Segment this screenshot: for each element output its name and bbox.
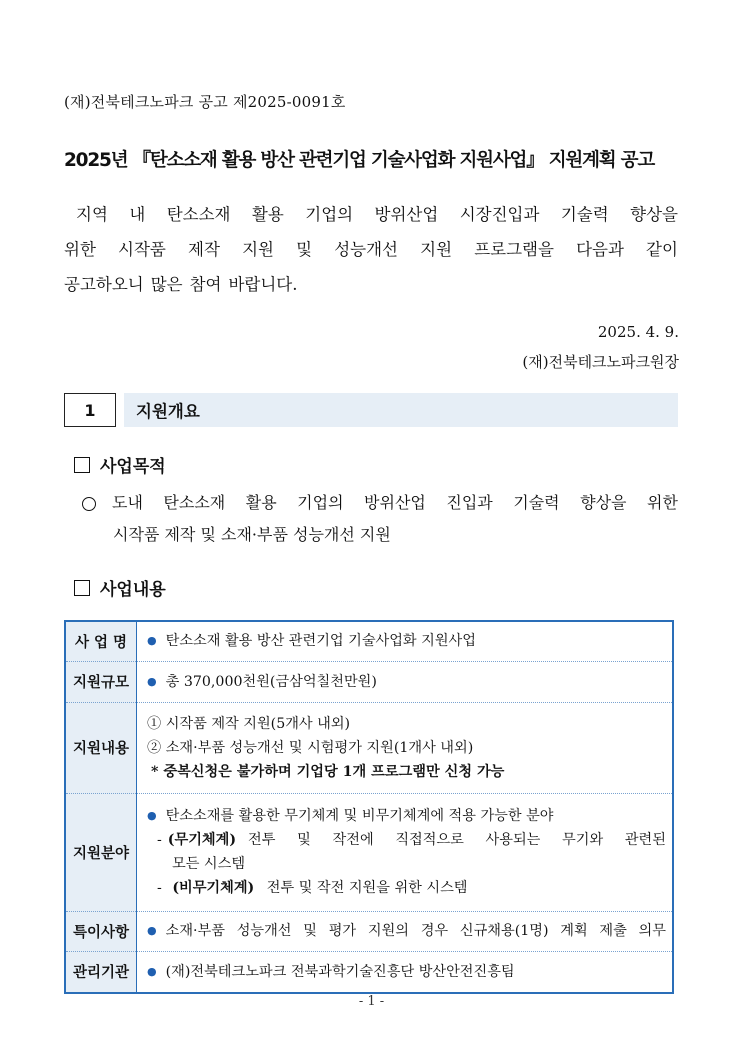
section-title: 지원개요	[124, 393, 678, 427]
page-number: - 1 -	[358, 994, 385, 1009]
special-word: 계획	[560, 923, 588, 939]
row-label-special: 특이사항	[65, 911, 137, 951]
special-word: 경우	[420, 923, 449, 939]
weapon-word: 무기와	[562, 832, 604, 848]
weapon-word: 직접적으로	[395, 832, 464, 848]
intro-word: 같이	[646, 240, 678, 259]
intro-word: 공고하오니	[64, 275, 144, 294]
issuer-name: (재)전북테크노파크원장	[522, 353, 679, 371]
special-word: 제출	[599, 923, 627, 939]
special-word: 의무	[638, 923, 666, 939]
weapon-description-cont: 모든 시스템	[172, 856, 246, 872]
intro-word: 시장진입과	[459, 205, 540, 224]
project-info-table	[64, 620, 674, 994]
support-item-2: ② 소재·부품 성능개선 및 시험평가 지원(1개사 내외)	[147, 739, 474, 756]
purpose-word: 향상을	[580, 493, 627, 512]
intro-word: 위한	[64, 240, 96, 259]
notice-number: (재)전북테크노파크 공고 제2025-0091호	[64, 93, 346, 111]
table-row	[65, 793, 673, 911]
intro-word: 시작품	[118, 240, 166, 259]
intro-word: 제작	[188, 240, 220, 259]
intro-word: 많은	[150, 275, 183, 294]
table-row	[65, 911, 673, 951]
agency-value: (재)전북테크노파크 전북과학기술진흥단 방산안전진흥팀	[165, 963, 515, 980]
purpose-word: 활용	[245, 493, 277, 512]
purpose-line-2: 시작품 제작 및 소재·부품 성능개선 지원	[113, 525, 391, 544]
section-header	[64, 393, 678, 427]
notice-date: 2025. 4. 9.	[597, 323, 679, 341]
table-row	[65, 621, 673, 661]
row-label-scale: 지원규모	[65, 661, 137, 702]
purpose-text	[82, 487, 678, 551]
row-label-project-name: 사 업 명	[65, 621, 137, 661]
weapon-term: (무기체계)	[167, 832, 237, 848]
special-word: 신규채용(1명)	[459, 923, 549, 939]
intro-word: 다음과	[576, 240, 624, 259]
intro-word: 바랍니다.	[228, 275, 298, 294]
weapon-dash: -	[157, 832, 162, 848]
nonweapon-term: (비무기체계)	[172, 880, 255, 896]
table-row	[65, 661, 673, 702]
intro-word: 기업의	[305, 205, 354, 224]
purpose-word: 탄소소재	[163, 493, 226, 512]
dot-bullet-icon: ●	[147, 924, 157, 937]
content-heading-label: 사업내용	[100, 580, 166, 600]
table-row	[65, 951, 673, 993]
field-intro: 탄소소재를 활용한 무기체계 및 비무기체계에 적용 가능한 분야	[165, 808, 554, 824]
special-word: 성능개선	[236, 923, 292, 939]
special-value	[166, 919, 666, 943]
scale-value: 총 370,000천원(금삼억칠천만원)	[165, 673, 377, 690]
intro-word: 지원	[242, 240, 274, 259]
page-title: 2025년 『탄소소재 활용 방산 관련기업 기술사업화 지원사업』 지원계획 공고	[64, 150, 655, 171]
content-heading	[74, 575, 166, 600]
purpose-word: 기술력	[513, 493, 560, 512]
weapon-word: 전투	[248, 832, 276, 848]
intro-word: 활용	[251, 205, 284, 224]
purpose-word: 도내	[112, 493, 143, 512]
intro-word: 향상을	[630, 205, 678, 224]
weapon-word: 작전에	[332, 832, 374, 848]
purpose-word: 방위산업	[364, 493, 426, 512]
nonweapon-description: 전투 및 작전 지원을 위한 시스템	[266, 880, 468, 896]
table-row	[65, 702, 673, 793]
weapon-word: 사용되는	[485, 832, 541, 848]
special-word: 및	[303, 923, 317, 939]
intro-word: 기술력	[560, 205, 609, 224]
section-number: 1	[64, 393, 116, 427]
dot-bullet-icon: ●	[147, 809, 157, 822]
intro-line-3	[64, 267, 678, 302]
special-word: 지원의	[367, 923, 409, 939]
support-item-1: ① 시작품 제작 지원(5개사 내외)	[147, 715, 351, 732]
intro-word: 지원	[420, 240, 453, 259]
support-note: * 중복신청은 불가하며 기업당 1개 프로그램만 신청 가능	[151, 763, 505, 780]
row-label-field: 지원분야	[65, 793, 137, 911]
checkbox-square-icon	[74, 457, 90, 473]
intro-word: 성능개선	[334, 240, 398, 259]
purpose-word: 진입과	[446, 493, 493, 512]
intro-word: 방위산업	[374, 205, 439, 224]
checkbox-square-icon	[74, 580, 90, 596]
intro-word: 참여	[189, 275, 222, 294]
intro-word: 지역	[76, 205, 108, 224]
dot-bullet-icon: ●	[147, 964, 157, 978]
intro-word: 및	[296, 240, 313, 259]
weapon-word: 관련된	[624, 832, 666, 848]
special-word: 평가	[328, 923, 357, 939]
intro-line-1	[64, 197, 678, 232]
dot-bullet-icon: ●	[147, 634, 157, 648]
purpose-line-1	[112, 487, 678, 519]
intro-word: 탄소소재	[166, 205, 231, 224]
weapon-word: 및	[297, 832, 311, 848]
weapon-description	[248, 828, 666, 852]
intro-line-2	[64, 232, 678, 267]
intro-word: 프로그램을	[474, 240, 554, 259]
intro-paragraph	[64, 197, 678, 302]
purpose-heading-label: 사업목적	[100, 457, 166, 477]
row-label-agency: 관리기관	[65, 951, 137, 993]
nonweapon-dash: -	[157, 880, 162, 896]
purpose-word: 위한	[647, 493, 678, 512]
circle-bullet-icon	[82, 497, 96, 511]
special-word: 소재·부품	[165, 923, 225, 939]
row-label-support: 지원내용	[65, 702, 137, 793]
dot-bullet-icon: ●	[147, 674, 157, 688]
project-name-value: 탄소소재 활용 방산 관련기업 기술사업화 지원사업	[165, 633, 476, 650]
purpose-word: 기업의	[297, 493, 344, 512]
intro-word: 내	[129, 205, 146, 224]
purpose-heading	[74, 452, 166, 477]
